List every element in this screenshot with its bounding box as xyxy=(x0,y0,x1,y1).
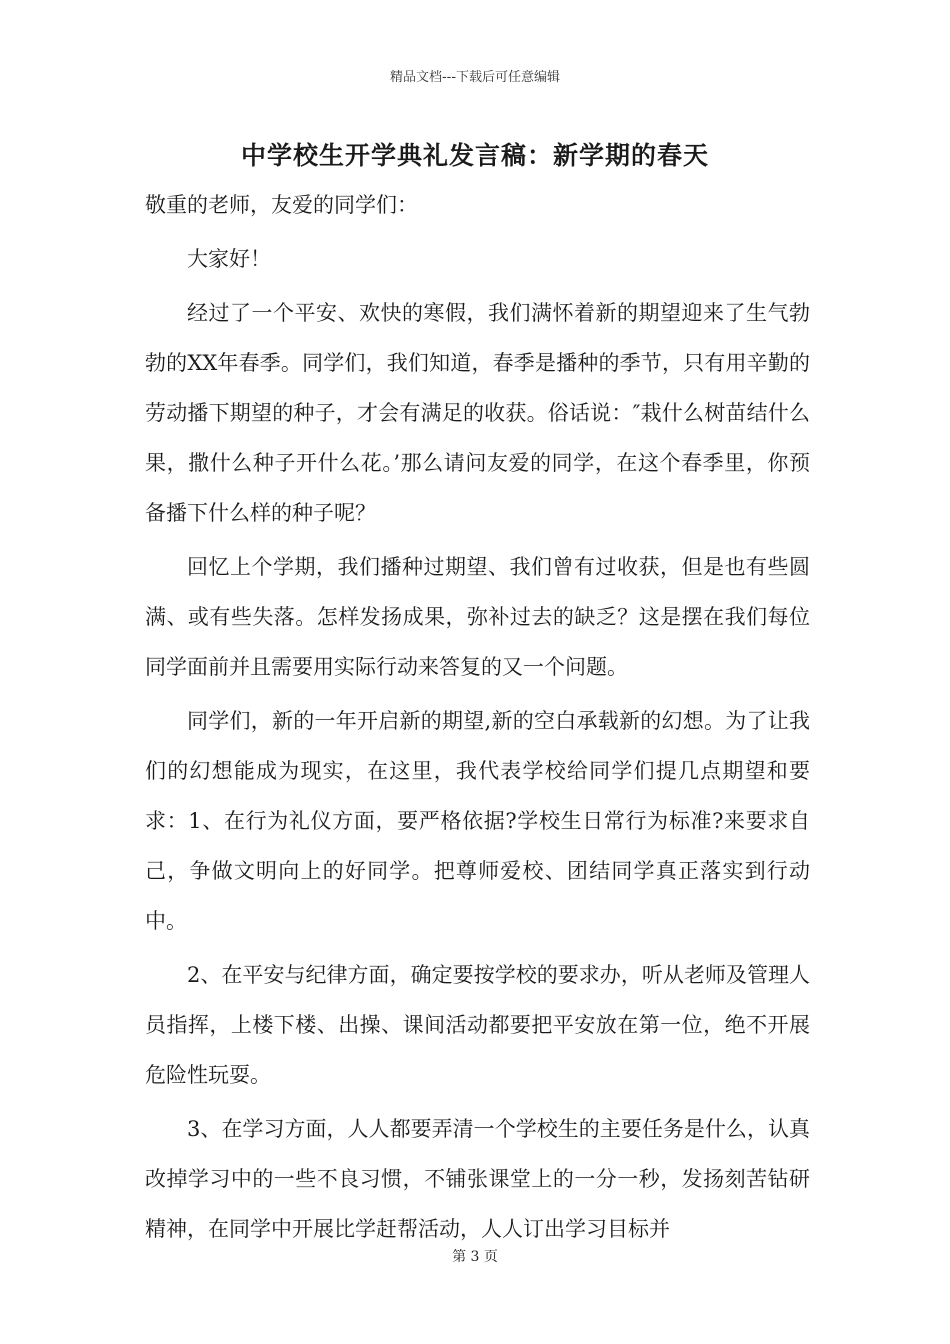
greeting: 敬重的老师，友爱的同学们： xyxy=(145,193,418,217)
document-title: 中学校生开学典礼发言稿：新学期的春天 xyxy=(240,141,709,170)
document-body xyxy=(145,180,810,1258)
paragraph: 经过了一个平安、欢快的寒假，我们满怀着新的期望迎来了生气勃勃的XX年春季。同学们，我们知道，春季是播种的季节，只有用辛勤的劳动播下期望的种子，才会有满足的收获。俗话说：″栽什么树苗结什么果，撒什么种子开什么花。’那么请问友爱的同学，在这个春季里，你预备播下什么样的种子呢？ xyxy=(145,301,810,525)
paragraph: 大家好！ xyxy=(187,247,271,271)
paragraph: 同学们，新的一年开启新的期望,新的空白承载新的幻想。为了让我们的幻想能成为现实，在这里，我代表学校给同学们提几点期望和要求：1、在行为礼仪方面，要严格依据?学校生日常行为标准?来要求自己，争做文明向上的好同学。把尊师爱校、团结同学真正落实到行动中。 xyxy=(145,709,810,933)
header-note: 精品文档---下载后可任意编辑 xyxy=(389,70,561,85)
paragraph: 2、在平安与纪律方面，确定要按学校的要求办，听从老师及管理人员指挥，上楼下楼、出操、课间活动都要把平安放在第一位，绝不开展危险性玩耍。 xyxy=(145,963,810,1087)
paragraph: 3、在学习方面，人人都要弄清一个学校生的主要任务是什么，认真改掉学习中的一些不良习惯，不铺张课堂上的一分一秒，发扬刻苦钻研精神，在同学中开展比学赶帮活动，人人订出学习目标并 xyxy=(145,1117,810,1241)
paragraph: 回忆上个学期，我们播种过期望、我们曾有过收获，但是也有些圆满、或有些失落。怎样发扬成果，弥补过去的缺乏？这是摆在我们每位同学面前并且需要用实际行动来答复的又一个问题。 xyxy=(145,555,810,679)
page-number: 第 3 页 xyxy=(452,1249,498,1265)
